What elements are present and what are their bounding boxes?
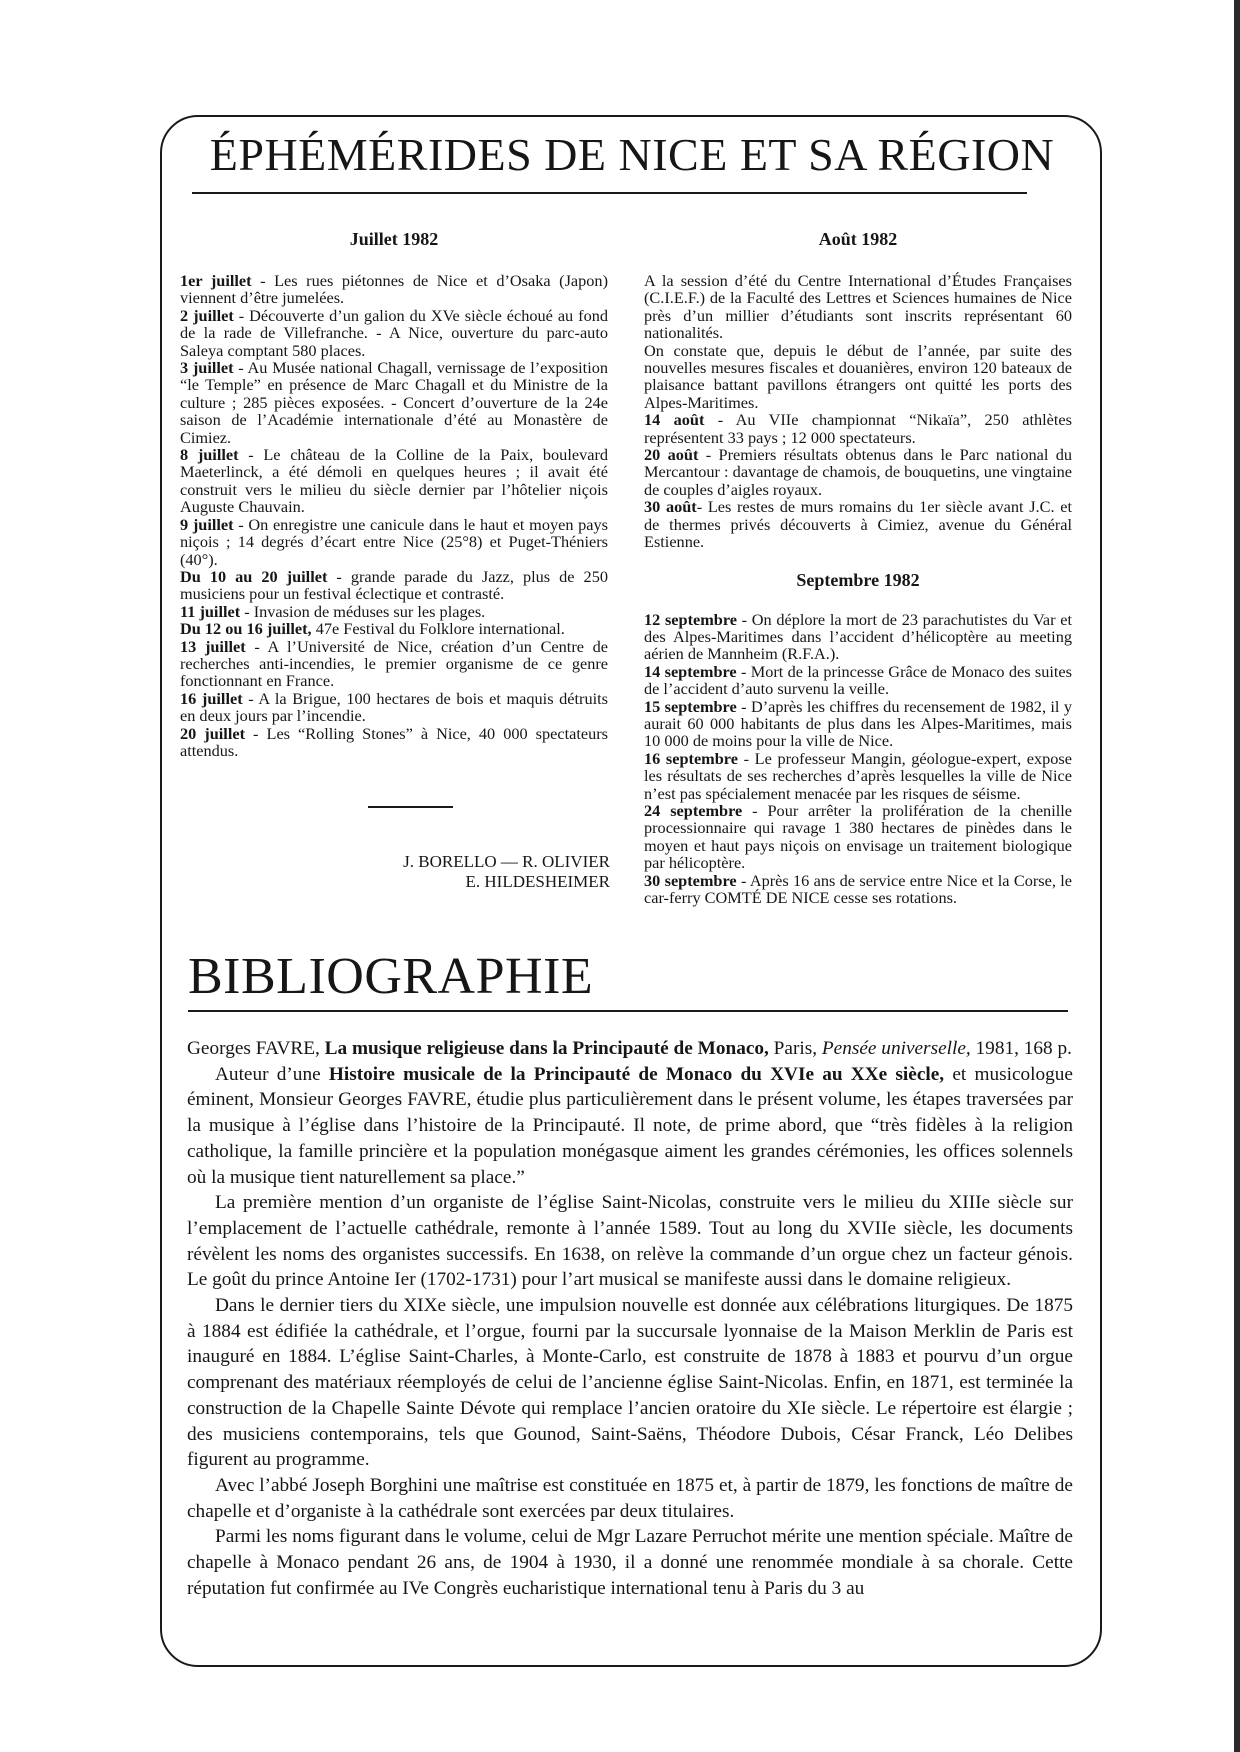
event-entry — [644, 446, 1072, 498]
event-text: On constate que, depuis le début de l’année, par suite des nouvelles mesures fiscales et douanières, environ 120 bateaux de plaisance battant pavillons étrangers ont quitté les ports des Alpes-Maritimes. — [644, 340, 1072, 412]
event-entry — [180, 725, 608, 760]
event-entry — [644, 411, 1072, 446]
event-date: 12 septembre — [644, 609, 737, 629]
event-entry — [644, 663, 1072, 698]
event-text: - Mort de la princesse Grâce de Monaco des suites de l’accident d’auto survenu la veille. — [644, 661, 1072, 699]
signature-block — [320, 852, 610, 892]
event-entry — [180, 516, 608, 568]
event-date: 2 juillet — [180, 305, 234, 325]
event-date: 15 septembre — [644, 696, 737, 716]
event-text: - D’après les chiffres du recensement de 1982, il y aurait 60 000 habitants de plus dans les Alpes-Maritimes, mais 10 000 de moins pour la ville de Nice. — [644, 696, 1072, 751]
event-entry — [644, 698, 1072, 750]
signature-line-1: J. BORELLO — R. OLIVIER — [403, 852, 610, 871]
event-entry — [180, 272, 608, 307]
event-text: - grande parade du Jazz, plus de 250 musiciens pour un festival éclectique et contrasté. — [180, 566, 608, 604]
event-entry — [180, 446, 608, 516]
event-date: 20 juillet — [180, 723, 246, 743]
bibliographie-body — [187, 1036, 1073, 1601]
event-date: 16 juillet — [180, 688, 243, 708]
book-details: 1981, 168 p. — [970, 1038, 1072, 1059]
event-date: 13 juillet — [180, 636, 246, 656]
event-entry — [180, 603, 608, 620]
ephemerides-title: ÉPHÉMÉRIDES DE NICE ET SA RÉGION — [209, 129, 1055, 180]
event-date: 24 septembre — [644, 800, 743, 820]
event-entry — [644, 272, 1072, 342]
event-entry — [644, 342, 1072, 412]
event-text: - A l’Université de Nice, création d’un Centre de recherches anti-incendies, le premier organisme de ce genre fonctionnant en France. — [180, 636, 609, 691]
event-entry — [644, 611, 1072, 663]
event-date: 16 septembre — [644, 748, 738, 768]
event-entry — [644, 498, 1072, 550]
event-text: 47e Festival du Folklore international. — [311, 619, 565, 639]
event-text: - Au Musée national Chagall, vernissage de l’exposition “le Temple” en présence de Marc Chagall et du Ministre de la culture ; 285 pièces exposées. - Concert d’ouverture de la 24e saison de l’Académie internationale d’été au Monastère de Cimiez. — [180, 358, 609, 447]
event-text: - Les rues piétonnes de Nice et d’Osaka (Japon) viennent d’être jumelées. — [180, 271, 608, 308]
event-date: 20 août — [644, 445, 699, 465]
event-entry — [644, 872, 1072, 907]
event-text: - Le château de la Colline de la Paix, boulevard Maeterlinck, a été démoli en quelques heures ; il avait été construit vers le milieu du siècle dernier par l’hôtelier niçois Auguste Chauvain. — [180, 445, 609, 517]
review-paragraph-1 — [187, 1062, 1073, 1191]
p1-rest: et musicologue éminent, Monsieur Georges FAVRE, étudie plus particulièrement dans le présent volume, les étapes traversées par la musique à l’église dans l’histoire de la Principauté. Il note, de prime abord, que “très fidèles à la religion catholique, la famille princière et la population monégasque aiment les grandes cérémonies, les offices solennels où la musique tient naturellement sa place.” — [187, 1063, 1073, 1188]
event-date: 8 juillet — [180, 445, 239, 465]
event-entry — [644, 802, 1072, 872]
event-entry — [180, 620, 608, 637]
event-text: - Premiers résultats obtenus dans le Parc national du Mercantour : davantage de chamois, de bouquetins, une vingtaine de couples d’aigles royaux. — [644, 445, 1072, 499]
review-paragraph-4: Avec l’abbé Joseph Borghini une maîtrise est constituée en 1875 et, à partir de 1879, les fonctions de maître de chapelle et d’organiste à la cathédrale sont exercées par deux titulaires. — [187, 1474, 1073, 1522]
juillet-entries — [180, 272, 608, 759]
septembre-entries — [644, 611, 1072, 907]
book-publisher: Pensée universelle, — [821, 1038, 971, 1059]
month-heading-aout: Août 1982 — [818, 229, 898, 249]
title-rule — [192, 192, 1027, 194]
event-entry — [180, 690, 608, 725]
review-paragraph-3: Dans le dernier tiers du XIXe siècle, une impulsion nouvelle est donnée aux célébrations liturgiques. De 1875 à 1884 est édifiée la cathédrale, et l’orgue, fourni par la succursale lyonnaise de la Maison Merklin de Paris est inauguré en 1884. L’église Saint-Charles, à Monte-Carlo, est construite de 1878 à 1883 et pourvu d’un orgue comprenant des matériaux réemployés de celui de l’ancienne église Saint-Nicolas. Enfin, en 1871, est terminée la construction de la Chapelle Sainte Dévote qui remplace l’ancien oratoire du XIe siècle. Le répertoire est élargie ; des musiciens contemporains, tels que Gounod, Saint-Saëns, Théodore Dubois, César Franck, Léo Delibes figurent au programme. — [187, 1295, 1073, 1471]
event-date: 30 septembre — [644, 870, 737, 890]
event-date: 14 août — [644, 410, 705, 430]
book-place: Paris, — [768, 1038, 822, 1059]
p1-intro: Auteur d’une — [215, 1063, 329, 1085]
signature-line-2: E. HILDESHEIMER — [465, 872, 610, 891]
event-text: - On déplore la mort de 23 parachutistes du Var et des Alpes-Maritimes dans l’accident d’hélicoptère au meeting aérien de Mannheim (R.F.A.). — [644, 609, 1072, 664]
p1-cited-work: Histoire musicale de la Principauté de Monaco du XVIe au XXe siècle, — [328, 1063, 945, 1085]
event-date: Du 10 au 20 juillet — [180, 566, 328, 586]
event-text: - Les restes de murs romains du 1er siècle avant J.C. et de thermes privés découverts à Cimiez, avenue du Général Estienne. — [644, 497, 1072, 552]
book-reference — [187, 1036, 1073, 1062]
book-title: La musique religieuse dans la Principauté de Monaco, — [324, 1038, 769, 1059]
review-paragraph-5: Parmi les noms figurant dans le volume, celui de Mgr Lazare Perruchot mérite une mention spéciale. Maître de chapelle à Monaco pendant 26 ans, de 1904 à 1930, il a donné une renommée mondiale à sa chorale. Cette réputation fut confirmée au IVe Congrès eucharistique international tenu à Paris du 3 au — [187, 1526, 1073, 1599]
event-date: 1er juillet — [180, 271, 252, 290]
event-date: Du 12 ou 16 juillet, — [180, 619, 312, 639]
event-date: 3 juillet — [180, 358, 234, 378]
event-text: A la session d’été du Centre International d’Études Françaises (C.I.E.F.) de la Faculté des Lettres et Sciences humaines de Nice près d’un millier d’étudiants sont inscrits représentant 60 nationalités. — [644, 271, 1072, 343]
event-date: 14 septembre — [644, 661, 737, 681]
event-entry — [644, 750, 1072, 802]
event-entry — [180, 568, 608, 603]
month-heading-septembre: Septembre 1982 — [796, 569, 920, 590]
bibliographie-rule — [188, 1010, 1068, 1012]
page-edge-shadow — [1234, 0, 1240, 1752]
event-text: - Après 16 ans de service entre Nice et la Corse, le car-ferry COMTÉ DE NICE cesse ses rotations. — [644, 870, 1072, 907]
event-text: - Découverte d’un galion du XVe siècle échoué au fond de la rade de Villefranche. - A Nice, ouverture du parc-auto Saleya comptant 580 places. — [180, 305, 608, 360]
event-text: - Pour arrêter la prolifération de la chenille processionnaire qui ravage 1 380 hectares de pinèdes dans le moyen et haut pays niçois on envisage un traitement biologique par hélicoptère. — [644, 800, 1072, 873]
event-text: - On enregistre une canicule dans le haut et moyen pays niçois ; 14 degrés d’écart entre Nice (25°8) et Puget-Théniers (40°). — [180, 514, 609, 569]
aout-entries — [644, 272, 1072, 551]
event-date: 30 août — [644, 497, 697, 517]
event-entry — [180, 359, 608, 446]
event-entry — [180, 638, 608, 690]
event-entry — [180, 307, 608, 359]
event-date: 9 juillet — [180, 514, 234, 534]
event-text: - Le professeur Mangin, géologue-expert, expose les résultats de ses recherches d’après lesquelles la ville de Nice n’est pas spécialement menacée par les risques de séisme. — [644, 748, 1072, 803]
event-text: - Les “Rolling Stones” à Nice, 40 000 spectateurs attendus. — [180, 723, 609, 760]
event-text: - A la Brigue, 100 hectares de bois et maquis détruits en deux jours par l’incendie. — [180, 688, 609, 726]
review-paragraph-2: La première mention d’un organiste de l’église Saint-Nicolas, construite vers le milieu du XIIIe siècle sur l’emplacement de l’actuelle cathédrale, remonte à l’année 1589. Tout au long du XVIIe siècle, les documents révèlent les noms des organistes successifs. En 1638, on relève la commande d’un orgue chez un facteur génois. Le goût du prince Antoine Ier (1702-1731) pour l’art musical se manifeste aussi dans le domaine religieux. — [187, 1192, 1073, 1291]
right-column — [644, 228, 1072, 906]
event-date: 11 juillet — [180, 601, 241, 621]
signature-rule — [368, 806, 453, 808]
event-text: - Invasion de méduses sur les plages. — [240, 601, 486, 621]
left-column — [180, 228, 608, 759]
event-text: - Au VIIe championnat “Nikaïa”, 250 athlètes représentent 33 pays ; 12 000 spectateurs. — [644, 410, 1072, 447]
book-author: Georges FAVRE, — [187, 1038, 325, 1059]
bibliographie-title: BIBLIOGRAPHIE — [188, 948, 594, 1005]
month-heading-juillet: Juillet 1982 — [349, 229, 439, 249]
